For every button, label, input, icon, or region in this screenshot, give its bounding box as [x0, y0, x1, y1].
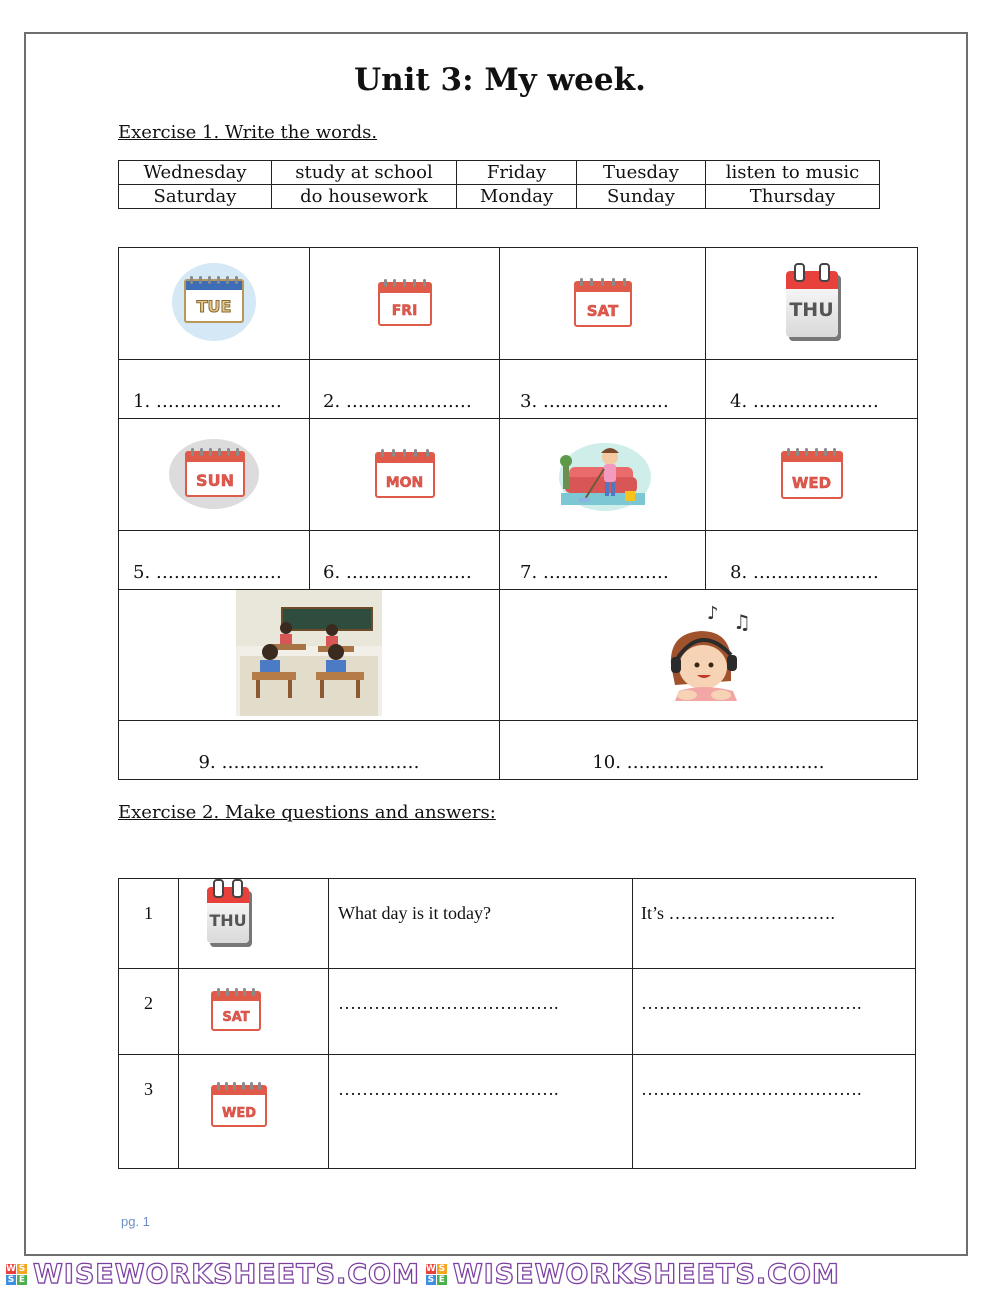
picture-cell	[119, 248, 310, 360]
calendar-sat-icon	[574, 281, 632, 327]
word-cell: Friday	[457, 161, 577, 185]
picture-cell	[706, 248, 918, 360]
svg-text:♪: ♪	[706, 603, 718, 624]
calendar-label: THU	[209, 911, 247, 930]
question-text[interactable]: ……………………………….	[329, 969, 633, 1055]
calendar-sun-icon	[185, 451, 245, 497]
row-number: 3	[119, 1055, 179, 1169]
word-cell: Thursday	[706, 185, 880, 209]
listening-music-picture	[657, 599, 761, 707]
answer-line[interactable]: 10. ……………………………	[500, 721, 918, 780]
sun-picture	[169, 433, 259, 513]
word-cell: Monday	[457, 185, 577, 209]
answer-row	[119, 531, 918, 590]
calendar-sat-icon	[211, 991, 261, 1031]
calendar-fri-icon	[378, 282, 432, 326]
picture-grid	[118, 247, 918, 780]
answer-line[interactable]: 8. …………………	[706, 531, 918, 590]
calendar-label: WED	[221, 1106, 256, 1121]
watermark-text: WISEWORKSHEETS.COM	[33, 1258, 420, 1290]
picture-cell	[500, 590, 918, 721]
calendar-label: THU	[789, 298, 834, 321]
row-picture	[179, 1055, 329, 1169]
picture-cell	[119, 590, 500, 721]
answer-line[interactable]: 2. …………………	[310, 360, 500, 419]
answer-text[interactable]: It’s ……………………….	[633, 879, 916, 969]
word-cell: Saturday	[119, 185, 272, 209]
answer-line[interactable]: 9. ……………………………	[119, 721, 500, 780]
picture-row	[119, 590, 918, 721]
picture-row	[119, 248, 918, 360]
word-cell: listen to music	[706, 161, 880, 185]
question-row	[119, 969, 916, 1055]
word-cell: Tuesday	[577, 161, 706, 185]
word-cell: do housework	[272, 185, 457, 209]
picture-cell	[500, 419, 706, 531]
answer-line[interactable]: 4. …………………	[706, 360, 918, 419]
calendar-mon-icon	[375, 452, 435, 498]
picture-cell	[500, 248, 706, 360]
calendar-label: SAT	[586, 301, 619, 320]
calendar-label: SUN	[196, 470, 234, 490]
calendar-thu-icon	[786, 271, 838, 337]
page-title: Unit 3: My week.	[354, 62, 646, 98]
answer-line[interactable]: 1. …………………	[119, 360, 310, 419]
exercise-2-heading: Exercise 2. Make questions and answers:	[118, 802, 496, 823]
calendar-label: TUE	[196, 296, 232, 316]
question-table	[118, 878, 916, 1169]
word-box	[118, 160, 880, 209]
question-row	[119, 1055, 916, 1169]
calendar-wed-icon	[211, 1085, 267, 1127]
calendar-label: WED	[791, 473, 832, 492]
row-number: 2	[119, 969, 179, 1055]
question-row	[119, 879, 916, 969]
picture-cell	[310, 248, 500, 360]
calendar-label: MON	[385, 474, 424, 491]
watermark-banner	[0, 1259, 1000, 1289]
word-cell: study at school	[272, 161, 457, 185]
page-number: pg. 1	[121, 1214, 150, 1229]
word-cell: Wednesday	[119, 161, 272, 185]
housework-picture	[555, 433, 651, 513]
row-picture	[179, 969, 329, 1055]
answer-row	[119, 360, 918, 419]
classroom-picture	[236, 590, 382, 716]
word-box-row	[119, 161, 880, 185]
answer-line[interactable]: 5. …………………	[119, 531, 310, 590]
answer-row	[119, 721, 918, 780]
calendar-label: FRI	[391, 302, 418, 319]
answer-text[interactable]: ……………………………….	[633, 969, 916, 1055]
answer-line[interactable]: 3. …………………	[500, 360, 706, 419]
calendar-label: SAT	[222, 1010, 250, 1025]
svg-text:♫: ♫	[732, 610, 751, 634]
picture-cell	[706, 419, 918, 531]
watermark-text: WISEWORKSHEETS.COM	[452, 1258, 840, 1290]
picture-row	[119, 419, 918, 531]
row-number: 1	[119, 879, 179, 969]
word-cell: Sunday	[577, 185, 706, 209]
word-box-row	[119, 185, 880, 209]
tue-picture	[172, 259, 256, 345]
question-text[interactable]: ……………………………….	[329, 1055, 633, 1169]
wise-logo-icon: W S S E	[6, 1263, 26, 1285]
calendar-thu-icon	[207, 887, 249, 943]
calendar-wed-icon	[781, 451, 843, 499]
calendar-tue-icon	[184, 279, 244, 323]
exercise-1-heading: Exercise 1. Write the words.	[118, 122, 378, 143]
picture-cell	[119, 419, 310, 531]
answer-line[interactable]: 6. …………………	[310, 531, 500, 590]
wise-logo-icon: W S S E	[425, 1263, 446, 1285]
answer-text[interactable]: ……………………………….	[633, 1055, 916, 1169]
answer-line[interactable]: 7. …………………	[500, 531, 706, 590]
row-picture	[179, 879, 329, 969]
question-text: What day is it today?	[329, 879, 633, 969]
picture-cell	[310, 419, 500, 531]
